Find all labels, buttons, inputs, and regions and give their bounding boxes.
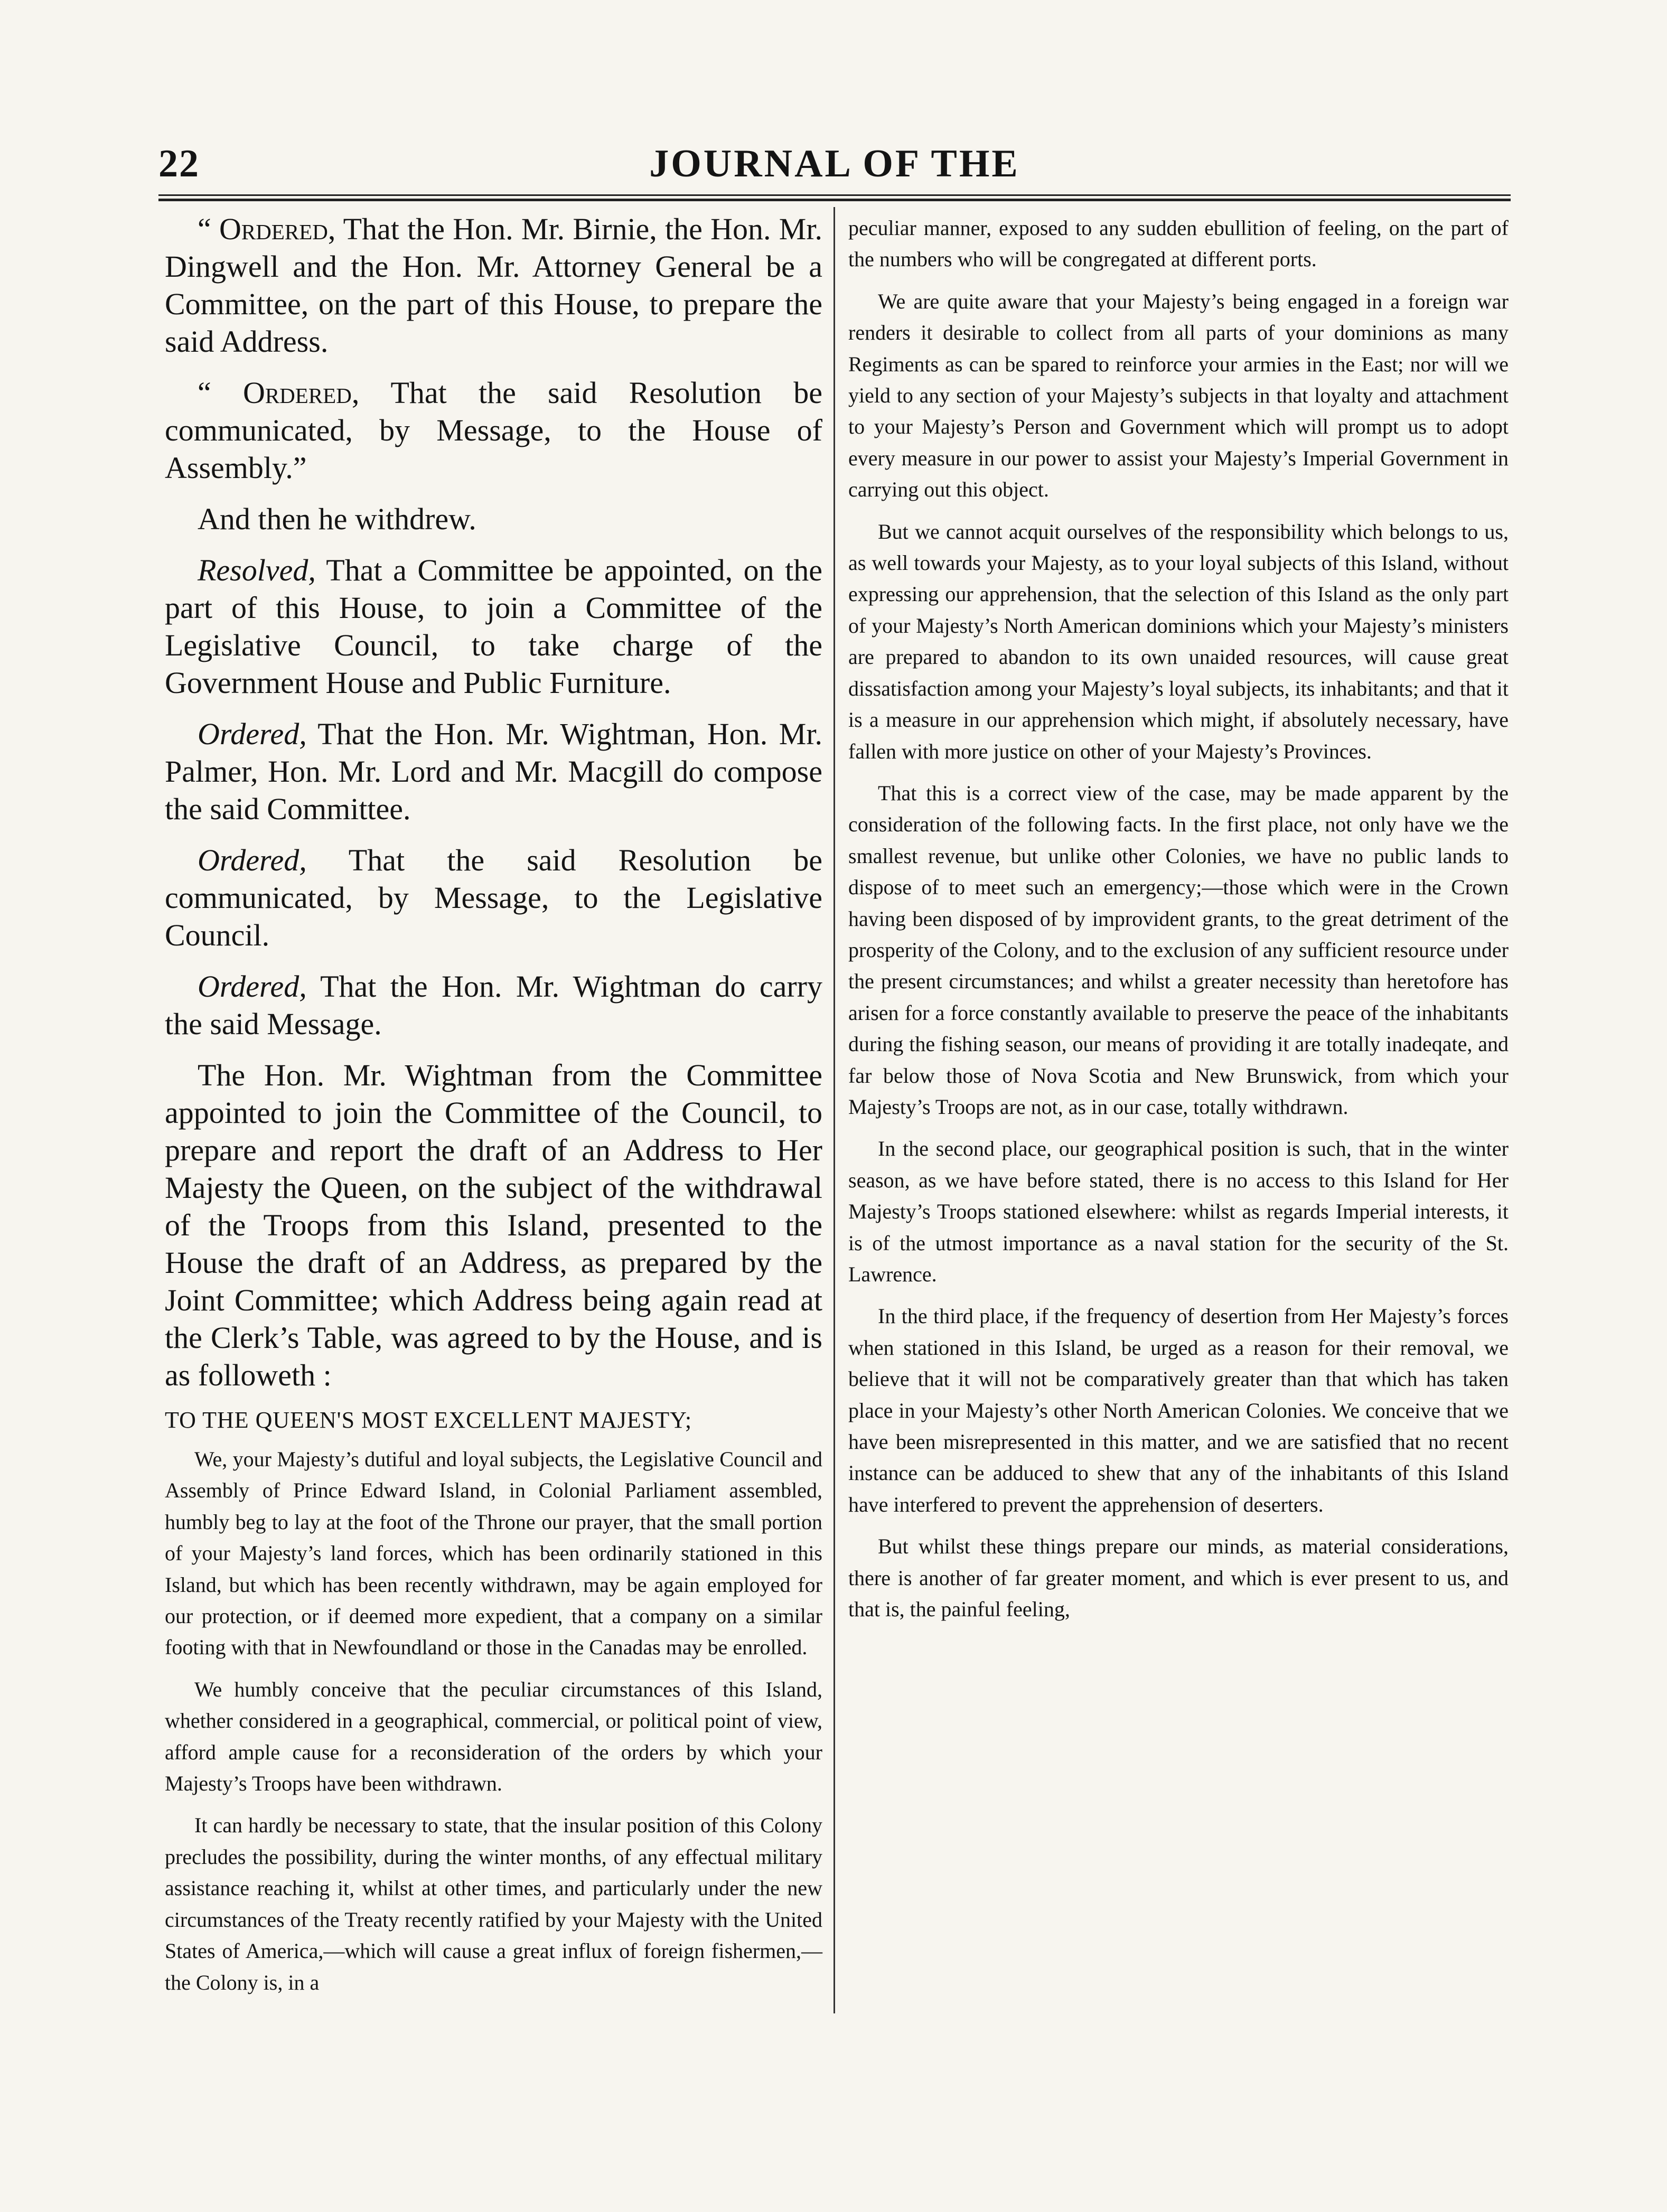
address-paragraph: But we cannot acquit ourselves of the responsibility which belongs to us, as well towards your Majesty, as to your loyal subjects of this Island, without expressing our apprehension, that the selection of this Island as the only part of your Majesty’s North American dominions which your Majesty’s ministers are prepared to abandon to its own unaided resources, will cause great dissatisfaction among your Majesty’s loyal subjects, its inhabitants; and that it is a measure in our apprehension which might, if absolutely necessary, have fallen with more justice on other of your Majesty’s Provinces.: [848, 519, 1509, 763]
ordered-label: Ordered,: [198, 969, 307, 1004]
right-column: [848, 212, 1509, 1625]
ordered-label: Ordered: [219, 212, 328, 246]
committee-report-paragraph: The Hon. Mr. Wightman from the Committee appointed to join the Committee of the Council, to prepare and report the draft of an Address to Her Majesty the Queen, on the subject of the withdrawal of the Troops from this Island, presented to the House the draft of an Address, as prepared by the Joint Committee; which Address being again read at the Clerk’s Table, was agreed to by the House, and is as followeth :: [165, 1058, 822, 1392]
address-paragraph: We humbly conceive that the peculiar circumstances of this Island, whether considered in a geographical, commercial, or political point of view, afford ample cause for a reconsideration of the orders by which your Majesty’s Troops have been withdrawn.: [165, 1677, 822, 1796]
ordered-carry-paragraph: Ordered, That the Hon. Mr. Wightman do carry the said Message.: [165, 969, 822, 1041]
address-paragraph: It can hardly be necessary to state, that the insular position of this Colony precludes the possibility, during the winter months, of any effectual military assistance reaching it, whilst at other times, and particularly under the new circumstances of the Treaty recently ratified by your Majesty with the United States of America,—which will cause a great influx of foreign fishermen,—the Colony is, in a: [165, 1813, 822, 1994]
ordered-message-paragraph: “ Ordered, That the said Resolution be communicated, by Message, to the House of Assembly.”: [165, 376, 822, 485]
address-paragraph: But whilst these things prepare our minds, as material considerations, there is another of far greater moment, and which is ever present to us, and that is, the painful feeling,: [848, 1534, 1509, 1621]
header-rule-thin: [158, 194, 1511, 196]
ordered-communicated-paragraph: Ordered, That the said Resolution be communicated, by Message, to the Legislative Council.: [165, 843, 822, 952]
page-number: 22: [158, 142, 200, 185]
column-divider: [833, 207, 835, 2013]
resolved-paragraph: Resolved, That a Committee be appointed, on the part of this House, to join a Committee of the Legislative Council, to take charge of the Government House and Public Furniture.: [165, 553, 822, 700]
address-paragraph: In the second place, our geographical position is such, that in the winter season, as we have before stated, there is no access to this Island for Her Majesty’s Troops stationed elsewhere: whilst as regards Imperial interests, it is of the utmost importance as a naval station for the security of the St. Lawrence.: [848, 1137, 1509, 1286]
withdrew-paragraph: And then he withdrew.: [198, 502, 476, 536]
address-paragraph: We, your Majesty’s dutiful and loyal subjects, the Legislative Council and Assembly of Prince Edward Island, in Colonial Parliament assembled, humbly beg to lay at the foot of the Throne our prayer, that the small portion of your Majesty’s land forces, which has been ordinarily stationed in this Island, but which has been recently withdrawn, may be again employed for our protection, or if deemed more expedient, that a company on a similar footing with that in Newfoundland or those in the Canadas may be enrolled.: [165, 1447, 822, 1660]
resolved-label: Resolved,: [198, 553, 316, 587]
page-header: [158, 142, 1511, 200]
address-heading: TO THE QUEEN'S MOST EXCELLENT MAJESTY;: [165, 1407, 692, 1433]
address-paragraph: We are quite aware that your Majesty’s being engaged in a foreign war renders it desirable to collect from all parts of your dominions as many Regiments as can be spared to reinforce your armies in the East; nor will we yield to any section of your Majesty’s subjects in that loyalty and attachment to your Majesty’s Person and Government which will prompt us to adopt every measure in our power to assist your Majesty’s Imperial Government in carrying out this object.: [848, 289, 1509, 502]
ordered-label: Ordered: [242, 376, 352, 410]
left-column: [165, 210, 822, 1998]
address-paragraph-continued: peculiar manner, exposed to any sudden ebullition of feeling, on the part of the numbers who will be congregated at different ports.: [848, 216, 1509, 271]
address-paragraph: In the third place, if the frequency of desertion from Her Majesty’s forces when stationed in this Island, be urged as a reason for their removal, we believe that it will not be comparatively greater than that which has taken place in your Majesty’s other North American Colonies. We conceive that we have been misrepresented in this matter, and we are satisfied that no recent instance can be adduced to shew that any of the inhabitants of this Island have interfered to prevent the apprehension of deserters.: [848, 1304, 1509, 1516]
ordered-compose-paragraph: Ordered, That the Hon. Mr. Wightman, Hon. Mr. Palmer, Hon. Mr. Lord and Mr. Macgill do compose the said Committee.: [165, 717, 822, 826]
running-title: JOURNAL OF THE: [649, 142, 1020, 185]
header-rule-thick: [158, 199, 1511, 201]
ordered-committee-paragraph: “ Ordered, That the Hon. Mr. Birnie, the Hon. Mr. Dingwell and the Hon. Mr. Attorney General be a Committee, on the part of this House, to prepare the said Address.: [165, 212, 822, 359]
ordered-label: Ordered,: [198, 843, 307, 877]
ordered-label: Ordered,: [198, 717, 307, 751]
address-paragraph: That this is a correct view of the case, may be made apparent by the consideration of the following facts. In the first place, not only have we the smallest revenue, but unlike other Colonies, we have no public lands to dispose of to meet such an emergency;—those which were in the Crown having been disposed of by improvident grants, to the great detriment of the prosperity of the Colony, and to the exclusion of any sufficient resource under the present circumstances; and whilst a greater necessity than heretofore has arisen for a force constantly available to preserve the peace of the inhabitants during the fishing season, our means of providing it are totally inadeqate, and far below those of Nova Scotia and New Brunswick, from which your Majesty’s Troops are not, as in our case, totally withdrawn.: [848, 781, 1509, 1119]
